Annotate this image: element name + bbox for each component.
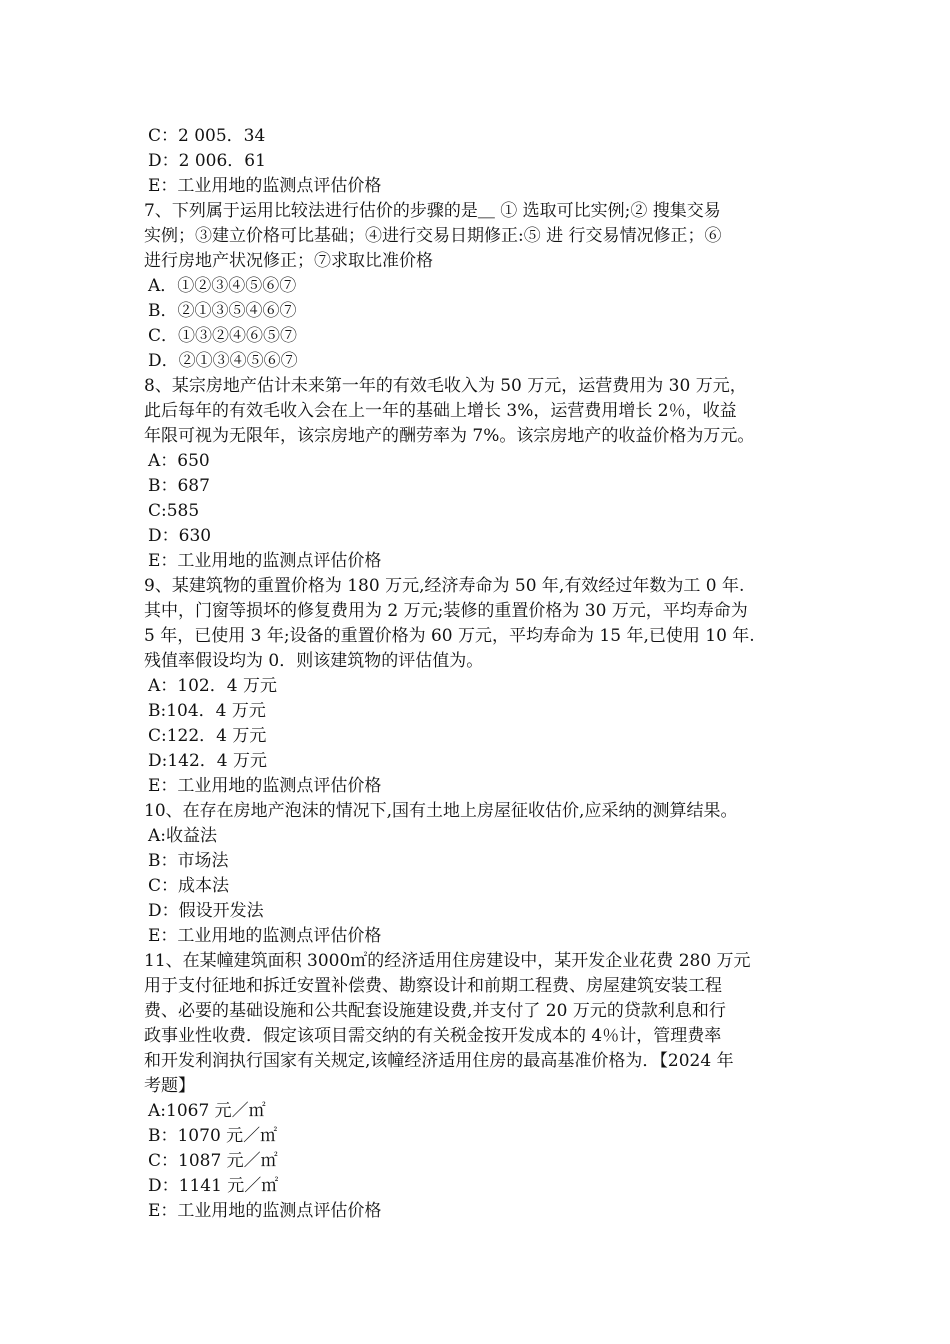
question-7 bbox=[144, 199, 824, 374]
question-text-line: 进行房地产状况修正；⑦求取比准价格 bbox=[144, 251, 433, 271]
option-line: A:收益法 bbox=[148, 826, 218, 846]
previous-question-options bbox=[144, 124, 824, 199]
question-8 bbox=[144, 374, 824, 574]
option-line: A：102．4 万元 bbox=[148, 676, 277, 696]
option-line: C：1087 元／㎡ bbox=[148, 1151, 278, 1171]
question-11 bbox=[144, 949, 824, 1224]
question-text-line: 此后每年的有效毛收入会在上一年的基础上增长 3%，运营费用增长 2％，收益 bbox=[144, 401, 737, 421]
option-line: B：687 bbox=[148, 476, 210, 496]
option-line: B:104．4 万元 bbox=[148, 701, 266, 721]
question-10 bbox=[144, 799, 824, 949]
question-text-line: 考题】 bbox=[144, 1076, 195, 1096]
option-line: B：1070 元／㎡ bbox=[148, 1126, 278, 1146]
option-line: A．①②③④⑤⑥⑦ bbox=[148, 276, 297, 296]
option-line: D:142．4 万元 bbox=[148, 751, 268, 771]
question-text-line: 10、在存在房地产泡沫的情况下,国有土地上房屋征收估价,应采纳的测算结果。 bbox=[144, 801, 738, 821]
option-line: E：工业用地的监测点评估价格 bbox=[148, 176, 382, 196]
document-page bbox=[144, 124, 824, 1224]
option-line: E：工业用地的监测点评估价格 bbox=[148, 926, 382, 946]
question-text-line: 实例；③建立价格可比基础；④进行交易日期修正:⑤ 进 行交易情况修正；⑥ bbox=[144, 226, 722, 246]
option-line: D：630 bbox=[148, 526, 212, 546]
option-line: A:1067 元／㎡ bbox=[148, 1101, 266, 1121]
option-line: C:585 bbox=[148, 501, 200, 521]
question-text-line: 8、某宗房地产估计未来第一年的有效毛收入为 50 万元，运营费用为 30 万元， bbox=[144, 376, 747, 396]
question-text-line: 7、下列属于运用比较法进行估价的步骤的是＿ ① 选取可比实例;② 搜集交易 bbox=[144, 201, 721, 221]
question-text-line: 其中，门窗等损坏的修复费用为 2 万元;装修的重置价格为 30 万元，平均寿命为 bbox=[144, 601, 748, 621]
question-text-line: 9、某建筑物的重置价格为 180 万元,经济寿命为 50 年,有效经过年数为工 0 年. bbox=[144, 576, 745, 596]
option-line: D：2 006．61 bbox=[148, 151, 266, 171]
option-line: D：假设开发法 bbox=[148, 901, 264, 921]
option-line: B：市场法 bbox=[148, 851, 229, 871]
option-line: E：工业用地的监测点评估价格 bbox=[148, 1201, 382, 1221]
question-text-line: 5 年，已使用 3 年;设备的重置价格为 60 万元，平均寿命为 15 年,已使用 10 年. bbox=[144, 626, 755, 646]
question-text-line: 用于支付征地和拆迁安置补偿费、勘察设计和前期工程费、房屋建筑安装工程 bbox=[144, 976, 722, 996]
option-line: C:122．4 万元 bbox=[148, 726, 267, 746]
question-9 bbox=[144, 574, 824, 799]
option-line: C．①③②④⑥⑤⑦ bbox=[148, 326, 298, 346]
option-line: C：成本法 bbox=[148, 876, 230, 896]
question-text-line: 政事业性收费．假定该项目需交纳的有关税金按开发成本的 4％计，管理费率 bbox=[144, 1026, 722, 1046]
option-line: D．②①③④⑤⑥⑦ bbox=[148, 351, 298, 371]
option-line: E：工业用地的监测点评估价格 bbox=[148, 776, 382, 796]
question-text-line: 费、必要的基础设施和公共配套设施建设费,并支付了 20 万元的贷款利息和行 bbox=[144, 1001, 726, 1021]
option-line: C：2 005．34 bbox=[148, 126, 266, 146]
option-line: B．②①③⑤④⑥⑦ bbox=[148, 301, 297, 321]
question-text-line: 年限可视为无限年，该宗房地产的酬劳率为 7%。该宗房地产的收益价格为万元。 bbox=[144, 426, 755, 446]
question-text-line: 残值率假设均为 0．则该建筑物的评估值为。 bbox=[144, 651, 484, 671]
question-text-line: 11、在某幢建筑面积 3000㎡的经济适用住房建设中，某开发企业花费 280 万元 bbox=[144, 951, 751, 971]
option-line: D：1141 元／㎡ bbox=[148, 1176, 279, 1196]
option-line: E：工业用地的监测点评估价格 bbox=[148, 551, 382, 571]
option-line: A：650 bbox=[148, 451, 210, 471]
question-text-line: 和开发利润执行国家有关规定,该幢经济适用住房的最高基准价格为．【2024 年 bbox=[144, 1051, 734, 1071]
